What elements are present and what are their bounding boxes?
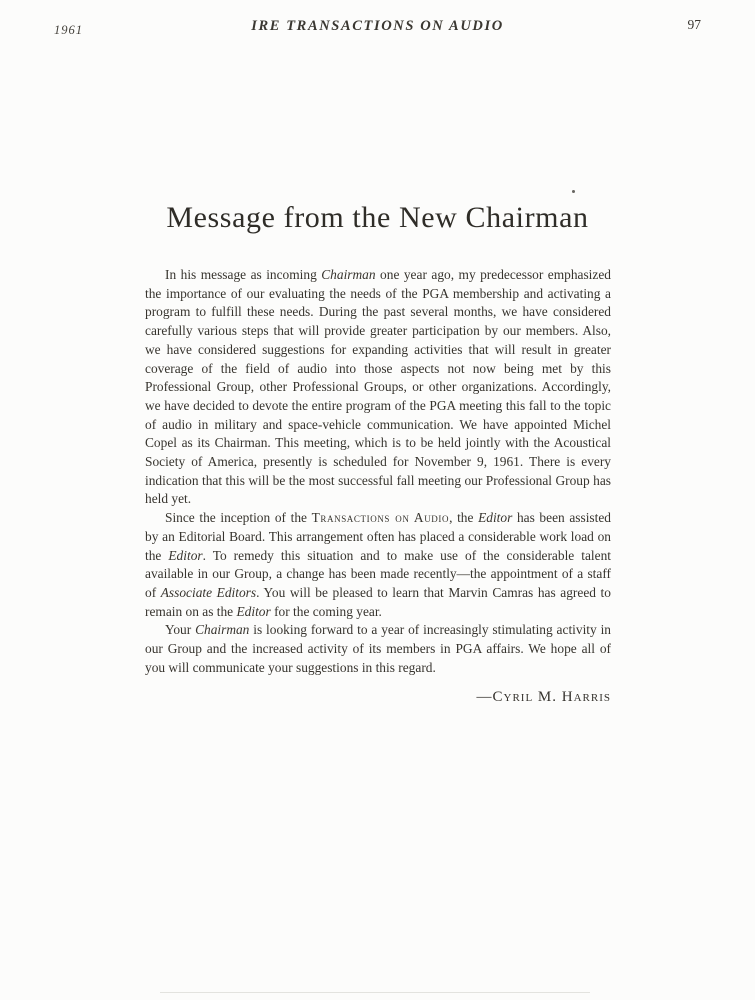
- italic-run: Chairman: [321, 267, 376, 282]
- paragraph-1: [145, 266, 611, 509]
- italic-run: Editor: [236, 603, 271, 619]
- text-run: , the: [449, 510, 479, 526]
- text-run: has been assisted by an Editorial Board. This arrangement often has placed a considerable work load on the: [145, 510, 611, 563]
- running-header: [0, 17, 755, 39]
- header-year: 1961: [54, 23, 83, 37]
- header-journal-title: IRE TRANSACTIONS ON AUDIO: [251, 18, 504, 34]
- text-run: . You will be pleased to learn that Marvin Camras has agreed to remain on as the: [145, 584, 611, 619]
- text-run: is looking forward to a year of increasingly stimulating activity in our Group and the increased activity of its members in PGA affairs. We hope all of you will communicate your suggestions in this regard.: [145, 622, 612, 675]
- text-run: Since the inception of the: [165, 510, 312, 526]
- article-title: Message from the New Chairman: [166, 201, 589, 234]
- italic-run: Associate Editors: [160, 584, 257, 600]
- paragraph-3: [145, 621, 611, 677]
- smallcaps-run: Transactions on Audio: [311, 510, 450, 526]
- article-body: [145, 266, 611, 707]
- header-page-number: 97: [687, 17, 701, 32]
- text-run: for the coming year.: [270, 603, 382, 619]
- italic-run: Editor: [168, 547, 203, 563]
- text-run: . To remedy this situation and to make use of the considerable talent available in our Group, a change has been made recently—the appointment of a staff of: [145, 547, 611, 600]
- text-run: Your: [165, 622, 196, 638]
- text-run: one year ago, my predecessor emphasized the importance of our evaluating the needs of the PGA membership and activating a program to fulfill these needs. During the past several months, we have considered carefully various steps that will provide greater participation by our members. Also, we have considered suggestions for expanding activities that will result in greater coverage of the field of audio into those aspects not now being met by this Professional Group, other Professional Groups, or other organizations. Accordingly, we have decided to devote the entire program of the PGA meeting this fall to the topic of audio in military and space-vehicle communication. We have appointed Michel Copel as its Chairman. This meeting, which is to be held jointly with the Acoustical Society of America, presently is scheduled for November 9, 1961. There is every indication that this will be the most successful fall meeting our Professional Group has held yet.: [145, 267, 611, 507]
- scan-speck-artifact: [572, 190, 575, 193]
- paragraph-2: [145, 509, 611, 621]
- scan-edge-artifact: [160, 992, 590, 993]
- author-signature: —Cyril M. Harris: [476, 689, 611, 706]
- italic-run: Editor: [478, 510, 513, 526]
- text-run: In his message as incoming: [165, 267, 322, 282]
- italic-run: Chairman: [195, 622, 250, 638]
